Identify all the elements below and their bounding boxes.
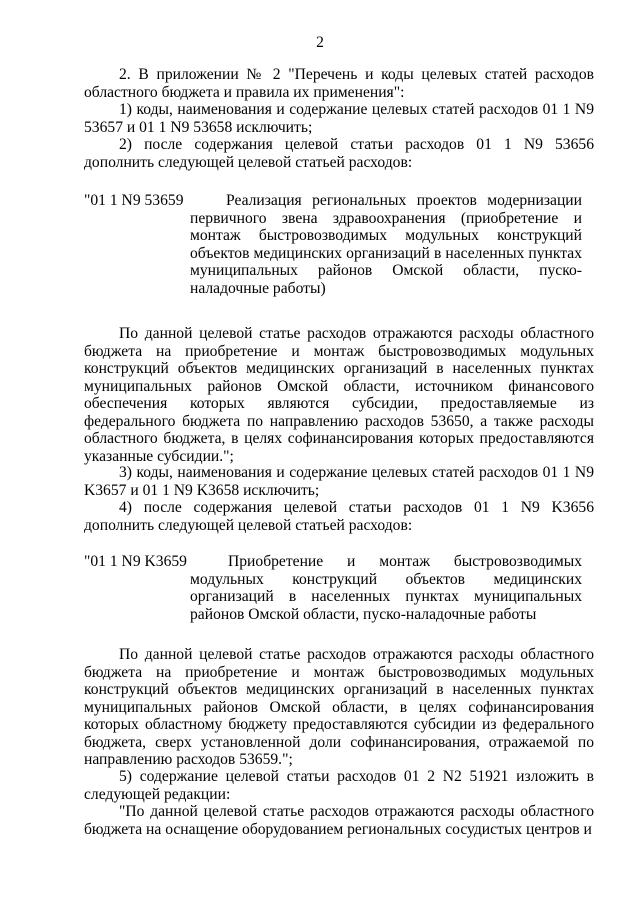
paragraph-item-2: 2. В приложении № 2 "Перечень и коды целевых статей расходов областного бюджета и правила их применения":: [84, 66, 594, 101]
target-article-code-1: "01 1 N9 53659: [84, 192, 184, 209]
target-article-code-2: "01 1 N9 K3659: [84, 553, 187, 570]
target-article-name-1: [190, 192, 582, 297]
paragraph-subitem-5: 5) содержание целевой статьи расходов 01 2 N2 51921 изложить в следующей редакции:: [84, 768, 594, 803]
page-number: 2: [316, 34, 324, 51]
paragraph-article-description-1: По данной целевой статье расходов отражаются расходы областного бюджета на приобретение и монтаж быстровозводимых модульных конструкций объектов медицинских организаций в населенных пунктах муниципальных районов Омской области, источником финансового обеспечения которых являются субсидии, предоставляемые из федерального бюджета по направлению расходов 53650, а также расходы областного бюджета, в целях софинансирования которых предоставляются указанные субсидии.";: [84, 325, 594, 465]
target-article-name-2: [190, 553, 582, 623]
paragraph-article-description-2: По данной целевой статье расходов отражаются расходы областного бюджета на приобретение и монтаж быстровозводимых модульных конструкций объектов медицинских организаций в населенных пунктах муниципальных районов Омской области, в целях софинансирования которых областному бюджету предоставляются субсидии из федерального бюджета, сверх установленной доли софинансирования, отражаемой по направлению расходов 53659.";: [84, 646, 594, 768]
paragraph-quote-start: "По данной целевой статье расходов отражаются расходы областного бюджета на оснащение оборудованием региональных сосудистых центров и: [84, 803, 594, 838]
target-article-name-2-text: Приобретение и монтаж быстровозводимых модульных конструкций объектов медицинских организаций в населенных пунктах муниципальных районов Омской области, пуско-наладочные работы: [190, 553, 582, 623]
paragraph-subitem-3: 3) коды, наименования и содержание целевых статей расходов 01 1 N9 K3657 и 01 1 N9 K3658 исключить;: [84, 464, 594, 499]
paragraph-subitem-1: 1) коды, наименования и содержание целевых статей расходов 01 1 N9 53657 и 01 1 N9 53658 исключить;: [84, 101, 594, 136]
paragraph-subitem-2: 2) после содержания целевой статьи расходов 01 1 N9 53656 дополнить следующей целевой статьей расходов:: [84, 136, 594, 171]
paragraph-subitem-4: 4) после содержания целевой статьи расходов 01 1 N9 K3656 дополнить следующей целевой статьей расходов:: [84, 499, 594, 534]
target-article-name-1-text: Реализация региональных проектов модернизации первичного звена здравоохранения (приобретение и монтаж быстровозводимых модульных конструкций объектов медицинских организаций в населенных пунктах муниципальных районов Омской области, пуско-наладочные работы): [190, 192, 582, 297]
